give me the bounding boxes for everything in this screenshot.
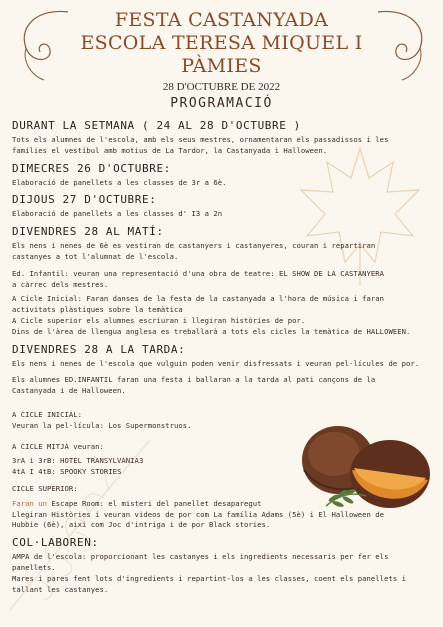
- section-wednesday-heading: DIMECRES 26 D'OCTUBRE:: [12, 161, 171, 175]
- paragraph-line: Hubbie (6è), així com Joc d'intriga i de por Black stories.: [12, 520, 271, 530]
- paragraph-line: Els alumnes ED.INFANTIL faran una festa i ballaran a la tarda al pati cançons de la: [12, 375, 376, 385]
- program-heading: PROGRAMACIÓ: [170, 96, 273, 111]
- paragraph-line: Mares i pares fent lots d'ingredients i repartint-los a les classes, coent els panellets i: [12, 573, 406, 583]
- paragraph-line: AMPA de l'escola: proporcionant les castanyes i els ingredients necessaris per fer els: [12, 552, 389, 562]
- program-content: [12, 116, 436, 595]
- paragraph-line: a càrrec dels mestres.: [12, 279, 109, 289]
- paragraph-line: Els nens i nenes de 6è es vestiran de castanyers i castanyeres, couran i repartiran: [12, 241, 376, 251]
- paragraph-line: A Cicle superior els alumnes escriuran i llegiran històries de por.: [12, 315, 306, 325]
- paragraph-line: Llegiran Històries i veuran videos de por com La família Adams (5è) i El Halloween de: [12, 509, 385, 519]
- inline-accent-text: Faran un: [12, 498, 48, 508]
- paragraph-line: Els nens i nenes de l'escola que vulguin poden venir disfressats i veuran pel·lícules de por.: [12, 358, 420, 368]
- paragraph-line: 4tA I 4tB: SPOOKY STORIES: [12, 467, 122, 477]
- paragraph-line: Elaboració de panellets a les classes de 3r a 6è.: [12, 177, 227, 187]
- title-line-1: FESTA CASTANYADA: [114, 9, 329, 31]
- paragraph-line: CICLE SUPERIOR:: [12, 483, 78, 493]
- section-collaborators-heading: COL·LABOREN:: [12, 536, 99, 550]
- paragraph-line: 3rA i 3rB: HOTEL TRANSYLVANIA3: [12, 456, 144, 466]
- paragraph-line: A CICLE INICIAL:: [12, 409, 83, 419]
- inline-text: Escape Room: el misteri del panellet desaparegut: [47, 498, 262, 508]
- paragraph-line: Elaboració de panellets a les classes d' I3 a 2n: [12, 209, 223, 219]
- paragraph-line: panellets.: [12, 562, 56, 572]
- section-friday-afternoon-heading: DIVENDRES 28 A LA TARDA:: [12, 342, 186, 356]
- section-thursday-heading: DIJOUS 27 D'OCTUBRE:: [12, 193, 157, 207]
- section-friday-morning-heading: DIVENDRES 28 AL MATÍ:: [12, 225, 164, 239]
- paragraph-line: famílies el vestíbul amb motius de La Tardor, la Castanyada i Halloween.: [12, 145, 328, 155]
- title-line-2: ESCOLA TERESA MIQUEL I: [80, 32, 363, 54]
- paragraph-line: Ed. Infantil: veuran una representació d'una obra de teatre: EL SHOW DE LA CASTANYERA: [12, 268, 385, 278]
- paragraph-line: A Cicle Inicial: Faran danses de la festa de la castanyada a l'hora de música i faran: [12, 294, 385, 304]
- paragraph-line: A CICLE MITJÀ veuran:: [12, 441, 104, 451]
- event-date: 28 D'OCTUBRE DE 2022: [162, 81, 281, 93]
- title-line-3: PÀMIES: [181, 55, 262, 77]
- paragraph-line: tallant les castanyes.: [12, 584, 109, 594]
- paragraph-line: Tots els alumnes de l'escola, amb els seus mestres, ornamentaran els passadissos i les: [12, 135, 389, 144]
- paragraph-line: activitats plàstiques sobre la temàtica: [12, 305, 183, 315]
- paragraph-line: Castanyada i de Halloween.: [12, 386, 126, 396]
- paragraph-line: Dins de l'àrea de llengua anglesa es treballarà a tots els cicles la temàtica de HALLOWEEN.: [12, 326, 411, 336]
- section-week-heading: DURANT LA SETMANA ( 24 AL 28 D'OCTUBRE ): [12, 119, 301, 132]
- paragraph-line: Veuran la pel·lícula: Los Supermonstruos.: [12, 420, 192, 430]
- paragraph-line: castanyes a tot l'alumnat de l'escola.: [12, 251, 179, 261]
- paragraph-line: [12, 499, 436, 510]
